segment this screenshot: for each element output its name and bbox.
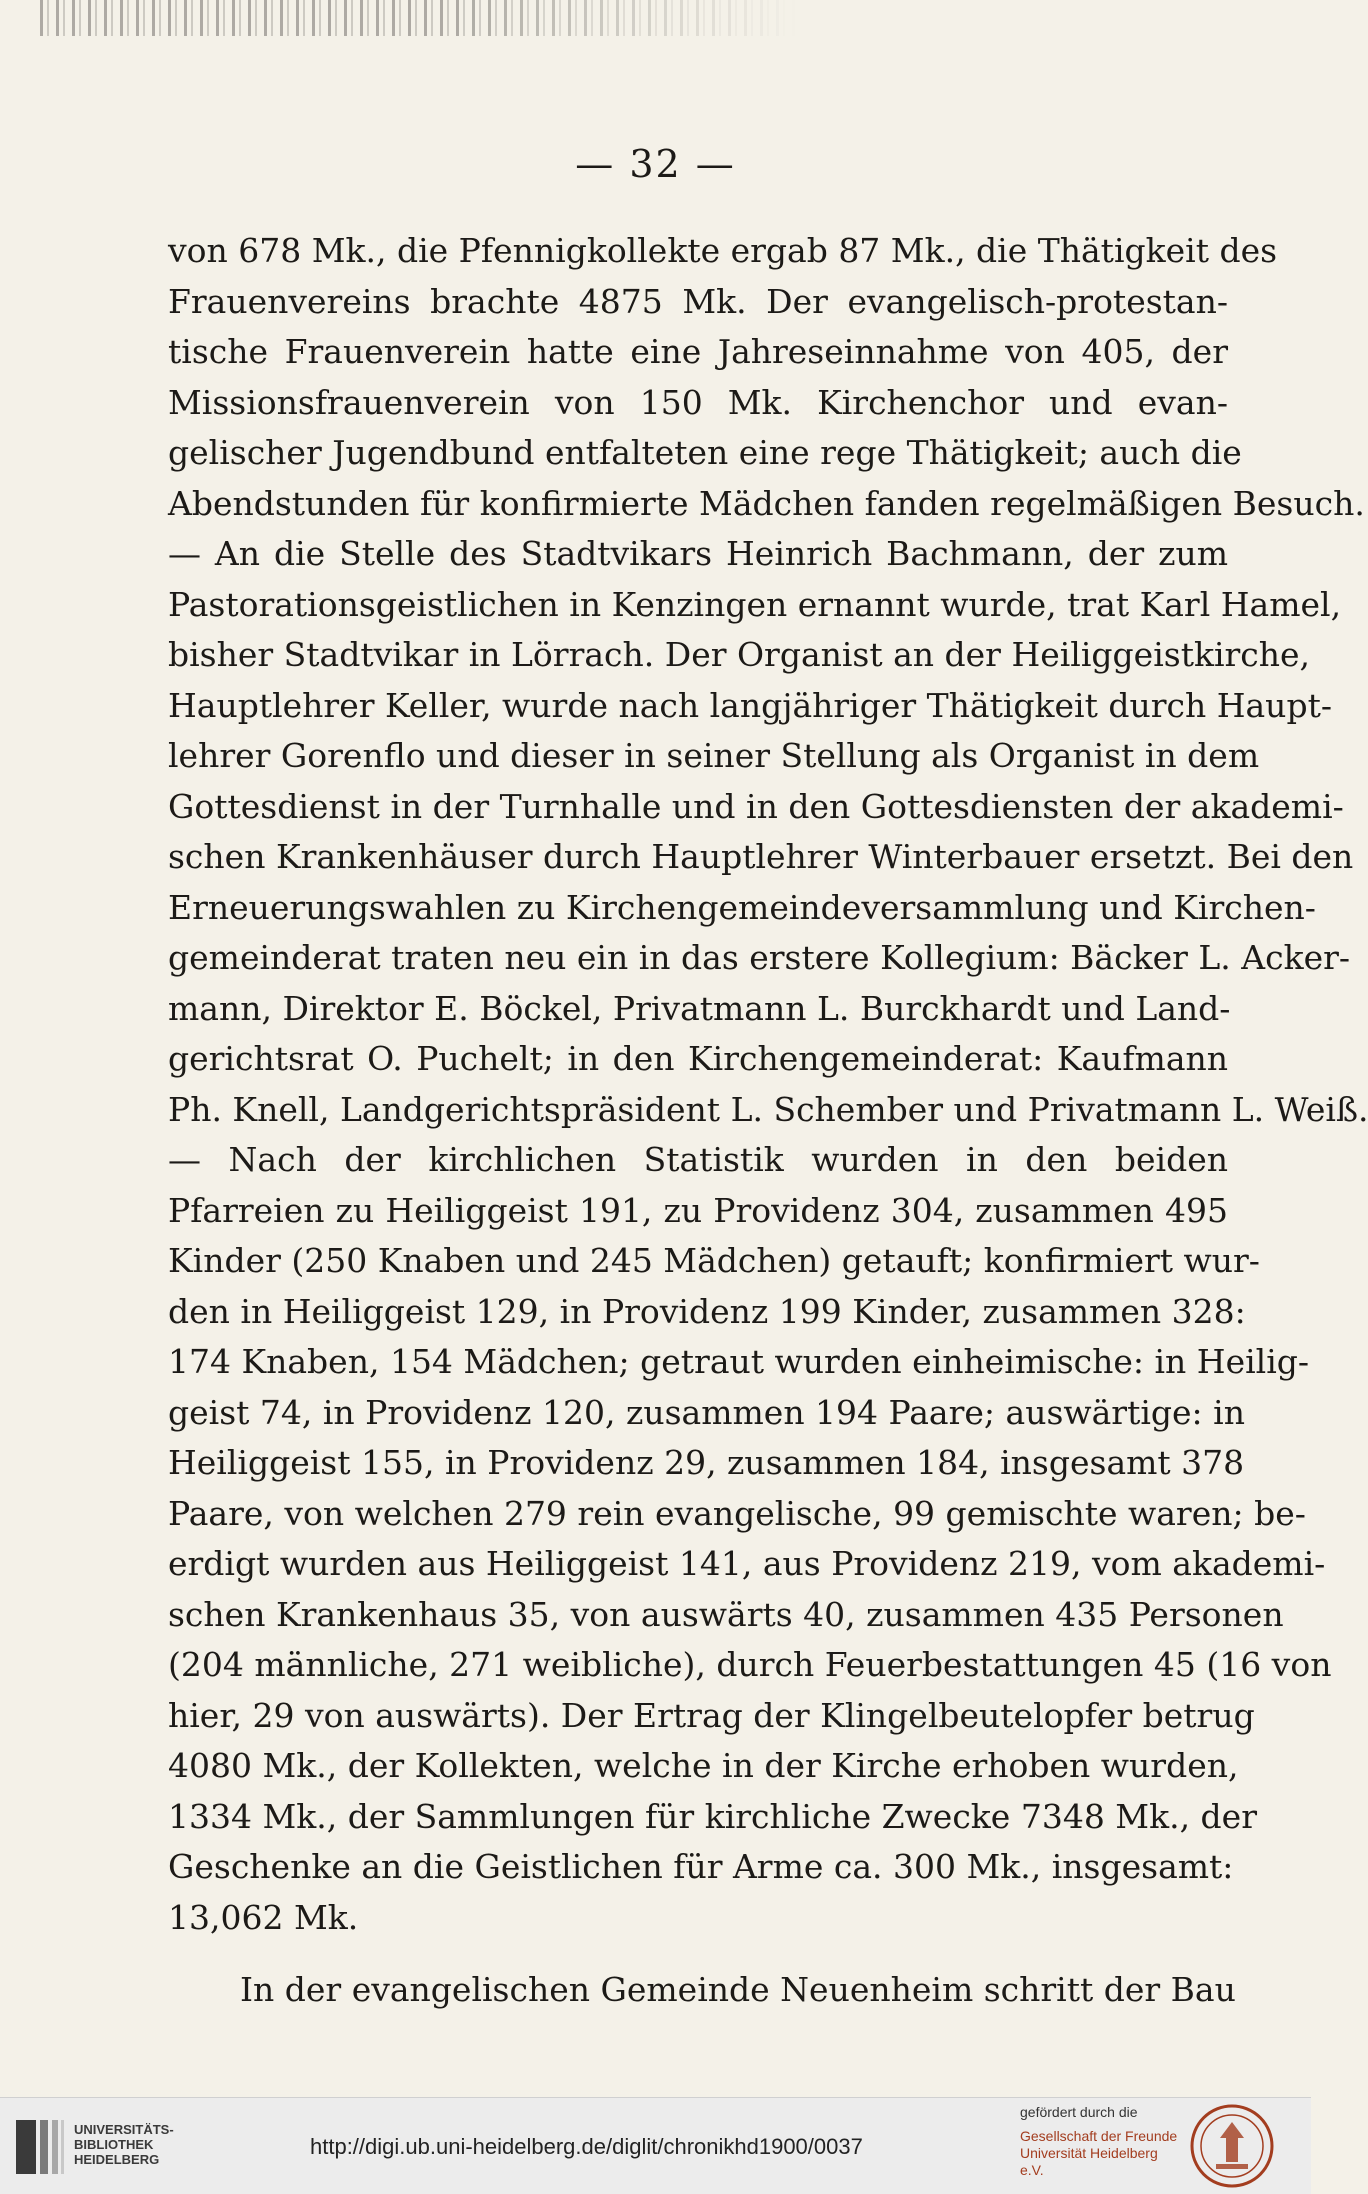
text-line: Paare, von welchen 279 rein evangelische, 99 gemischte waren; be- (168, 1493, 1306, 1533)
text-line: von 678 Mk., die Pfennigkollekte ergab 87 Mk., die Thätigkeit des (168, 231, 1278, 270)
text-line: Ph. Knell, Landgerichtspräsident L. Schember und Privatmann L. Weiß. (168, 1089, 1368, 1129)
text-line: tische Frauenverein hatte eine Jahreseinnahme von 405, der (168, 332, 1228, 371)
page-number: — 32 — (575, 142, 736, 186)
paragraph-gap (168, 1943, 1228, 1965)
text-line: Missionsfrauenverein von 150 Mk. Kirchenchor und evan- (168, 382, 1228, 422)
text-line: lehrer Gorenflo und dieser in seiner Stellung als Organist in dem (168, 736, 1260, 775)
text-line: 1334 Mk., der Sammlungen für kirchliche Zwecke 7348 Mk., der (168, 1796, 1257, 1836)
sponsor-label: gefördert durch die (1020, 2104, 1138, 2120)
text-line: Gottesdienst in der Turnhalle und in den Gottesdiensten der akademi- (168, 786, 1344, 826)
text-line: hier, 29 von auswärts). Der Ertrag der Klingelbeutelopfer betrug (168, 1695, 1255, 1735)
text-line: den in Heiliggeist 129, in Providenz 199 Kinder, zusammen 328: (168, 1291, 1246, 1331)
text-line: Pastorationsgeistlichen in Kenzingen ernannt wurde, trat Karl Hamel, (168, 584, 1342, 624)
text-line: geist 74, in Providenz 120, zusammen 194 Paare; auswärtige: in (168, 1392, 1245, 1432)
body-text (168, 226, 1368, 2016)
text-line: gemeinderat traten neu ein in das erstere Kollegium: Bäcker L. Acker- (168, 938, 1351, 977)
text-line: Erneuerungswahlen zu Kirchengemeindeversammlung und Kirchen- (168, 887, 1316, 927)
text-line: schen Krankenhaus 35, von auswärts 40, zusammen 435 Personen (168, 1594, 1284, 1634)
text-line: gelischer Jugendbund entfalteten eine rege Thätigkeit; auch die (168, 433, 1242, 472)
text-line: — An die Stelle des Stadtvikars Heinrich Bachmann, der zum (168, 534, 1228, 573)
text-line: Pfarreien zu Heiliggeist 191, zu Providenz 304, zusammen 495 (168, 1190, 1228, 1230)
text-line: Frauenvereins brachte 4875 Mk. Der evangelisch-protestan- (168, 281, 1228, 321)
paragraph-start-line: In der evangelischen Gemeinde Neuenheim schritt der Bau (240, 1970, 1236, 2009)
library-name: UNIVERSITÄTS- BIBLIOTHEK HEIDELBERG (74, 2122, 174, 2167)
university-seal-icon (1186, 2102, 1278, 2190)
sponsor-name: Gesellschaft der Freunde Universität Heidelberg e.V. (1020, 2128, 1178, 2178)
text-line: bisher Stadtvikar in Lörrach. Der Organist an der Heiliggeistkirche, (168, 635, 1311, 674)
text-line: 13,062 Mk. (168, 1897, 359, 1937)
text-line: Kinder (250 Knaben und 245 Mädchen) getauft; konfirmiert wur- (168, 1241, 1260, 1280)
text-line: gerichtsrat O. Puchelt; in den Kirchengemeinderat: Kaufmann (168, 1039, 1228, 1078)
text-line: erdigt wurden aus Heiliggeist 141, aus Providenz 219, vom akademi- (168, 1544, 1326, 1583)
text-line: — Nach der kirchlichen Statistik wurden in den beiden (168, 1140, 1228, 1179)
text-line: Hauptlehrer Keller, wurde nach langjähriger Thätigkeit durch Haupt- (168, 685, 1332, 725)
text-line: Heiliggeist 155, in Providenz 29, zusammen 184, insgesamt 378 (168, 1443, 1245, 1482)
permalink-url[interactable]: http://digi.ub.uni-heidelberg.de/diglit/chronikhd1900/0037 (310, 2134, 863, 2159)
university-library-logo-icon (14, 2116, 66, 2178)
text-line: schen Krankenhäuser durch Hauptlehrer Winterbauer ersetzt. Bei den (168, 837, 1354, 876)
text-line: Abendstunden für konfirmierte Mädchen fanden regelmäßigen Besuch. (168, 483, 1365, 523)
scan-edge-artifact (40, 0, 800, 36)
text-line: 174 Knaben, 154 Mädchen; getraut wurden einheimische: in Heilig- (168, 1342, 1310, 1381)
digitization-footer (0, 2097, 1311, 2194)
text-line: mann, Direktor E. Böckel, Privatmann L. Burckhardt und Land- (168, 988, 1231, 1028)
text-line: 4080 Mk., der Kollekten, welche in der Kirche erhoben wurden, (168, 1746, 1239, 1785)
text-line: (204 männliche, 271 weibliche), durch Feuerbestattungen 45 (16 von (168, 1645, 1332, 1684)
text-line: Geschenke an die Geistlichen für Arme ca. 300 Mk., insgesamt: (168, 1847, 1234, 1886)
